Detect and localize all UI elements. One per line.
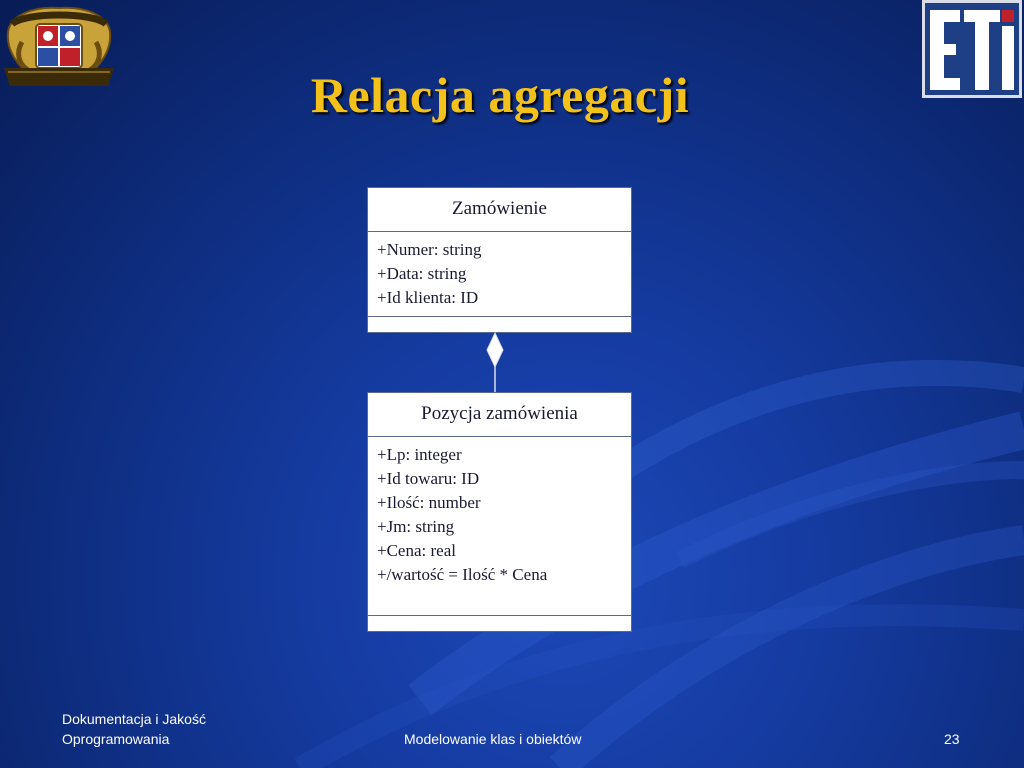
uml-operations-section — [368, 616, 631, 631]
footer-topic: Modelowanie klas i obiektów — [404, 731, 582, 747]
uml-attribute: +Cena: real — [377, 541, 456, 560]
uml-class-name: Zamówienie — [368, 188, 631, 232]
uml-attributes-section — [368, 232, 631, 317]
footer-course-name — [62, 709, 206, 749]
uml-attribute: +Ilość: number — [377, 493, 481, 512]
slide-title: Relacja agregacji — [310, 67, 690, 123]
uml-attribute: +Data: string — [377, 264, 467, 283]
footer-page-number: 23 — [944, 731, 960, 747]
uml-class-name: Pozycja zamówienia — [368, 393, 631, 437]
uml-operations-section — [368, 317, 631, 332]
uml-attributes-section — [368, 437, 631, 616]
footer-course-line: Dokumentacja i Jakość — [62, 711, 206, 727]
uml-class-pozycja-zamowienia — [367, 392, 632, 632]
uml-class-zamowienie — [367, 187, 632, 333]
uml-attribute: +Lp: integer — [377, 445, 462, 464]
footer-course-line: Oprogramowania — [62, 731, 170, 747]
uml-attribute: +Id klienta: ID — [377, 288, 479, 307]
uml-attribute: +Id towaru: ID — [377, 469, 480, 488]
uml-attribute: +/wartość = Ilość * Cena — [377, 565, 548, 584]
aggregation-diamond-connector — [484, 332, 506, 394]
uml-attribute: +Numer: string — [377, 240, 482, 259]
uml-attribute: +Jm: string — [377, 517, 455, 536]
